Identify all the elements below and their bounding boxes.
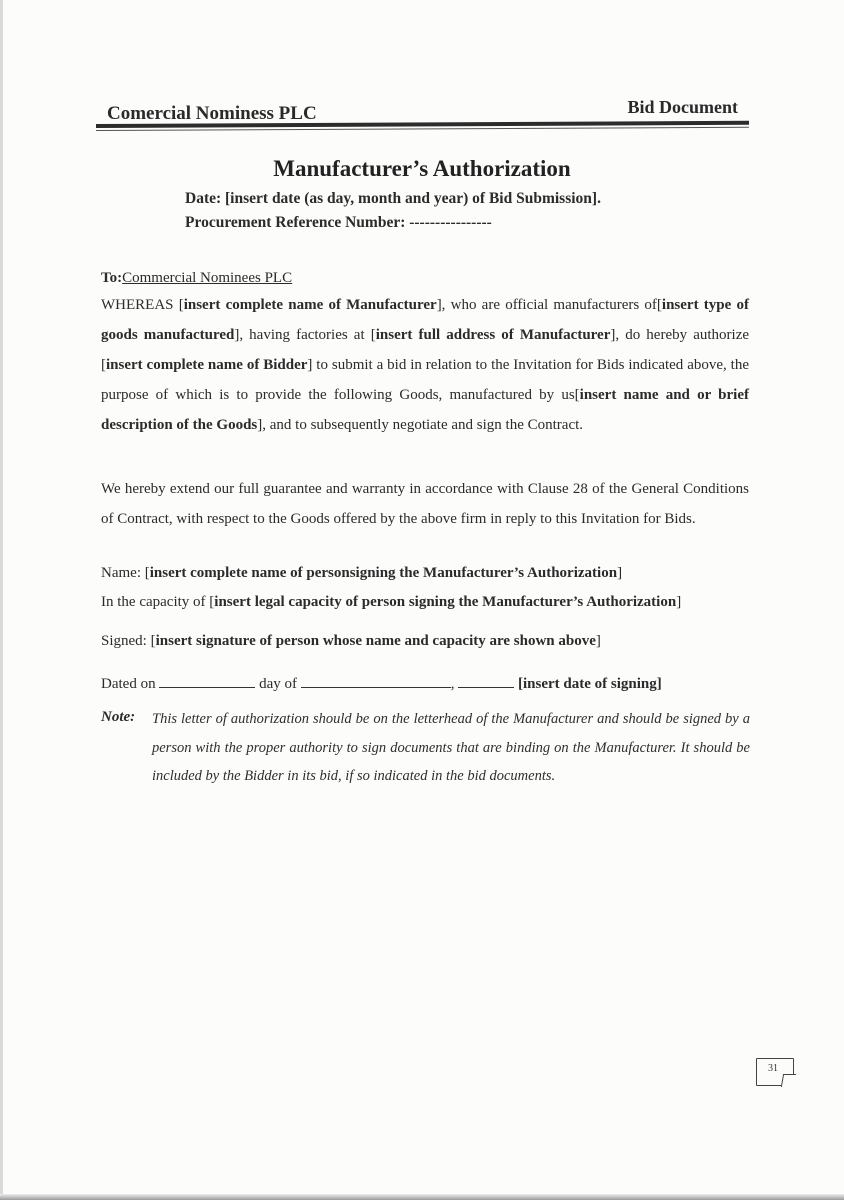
procurement-reference-line: Procurement Reference Number: ----------------	[185, 214, 492, 231]
whereas-bold-4: insert complete name of Bidder	[106, 357, 308, 373]
signer-capacity-bold: insert legal capacity of person signing the Manufacturer’s Authorization	[214, 594, 677, 610]
signer-name-bold: insert complete name of personsigning the Manufacturer’s Authorization	[149, 565, 618, 581]
signer-capacity-end: ]	[676, 594, 682, 610]
note-label: Note:	[101, 709, 136, 725]
addressee-label: To:	[101, 270, 123, 286]
whereas-bold-2: insert type of goods manufactured	[101, 297, 749, 343]
whereas-text-1: WHEREAS [	[101, 297, 184, 313]
document-title: Manufacturer’s Authorization	[273, 156, 571, 181]
signature-line	[101, 633, 749, 650]
day-blank	[159, 673, 255, 688]
dated-on-label: Dated on	[101, 676, 156, 692]
whereas-bold-5: insert name and or brief description of the Goods	[101, 387, 750, 433]
whereas-bold-1: insert complete name of Manufacturer	[183, 297, 437, 313]
note-text: This letter of authorization should be on the letterhead of the Manufacturer and should be signed by a person with the proper authority to sign documents that are binding on the Manufacturer. It should be included by the Bidder in its bid, if so indicated in the bid documents.	[152, 711, 750, 784]
header-company-name: Comercial Nominess PLC	[107, 103, 317, 124]
date-comma: ,	[450, 676, 455, 692]
signature-text: Signed: [	[101, 633, 156, 649]
day-of-label: day of	[259, 676, 297, 692]
whereas-text-4: ], do hereby authorize [	[101, 327, 750, 373]
page-curl-icon	[781, 1074, 796, 1087]
guarantee-paragraph: We hereby extend our full guarantee and warranty in accordance with Clause 28 of the General Conditions of Contract, with respect to the Goods offered by the above firm in reply to this Invitation for Bids.	[101, 481, 749, 527]
whereas-text-2: ], who are official manufacturers of[	[436, 297, 662, 313]
addressee-line	[101, 270, 749, 287]
whereas-paragraph	[101, 290, 749, 440]
signer-name-text: Name: [	[101, 565, 150, 581]
page-number-box	[756, 1058, 794, 1086]
signer-capacity-text: In the capacity of [	[101, 594, 215, 610]
whereas-text-6: ], and to subsequently negotiate and sign the Contract.	[257, 417, 584, 433]
page-bottom-edge	[0, 1194, 844, 1200]
month-blank	[301, 673, 451, 688]
page-number: 31	[768, 1063, 778, 1074]
addressee-name: Commercial Nominees PLC	[122, 270, 293, 286]
whereas-bold-3: insert full address of Manufacturer	[375, 327, 611, 343]
whereas-text-5: ] to submit a bid in relation to the Invitation for Bids indicated above, the purpose of which is to provide the following Goods, manufactured by us[	[101, 357, 749, 403]
dated-line	[101, 673, 749, 693]
year-blank	[458, 673, 514, 688]
date-of-signing-bold: [insert date of signing]	[517, 676, 662, 692]
signature-end: ]	[595, 633, 601, 649]
whereas-text-3: ], having factories at [	[234, 327, 376, 343]
signer-capacity-line	[101, 594, 749, 611]
signer-name-end: ]	[617, 565, 623, 581]
signature-bold: insert signature of person whose name and capacity are shown above	[155, 633, 596, 649]
signer-name-line	[101, 565, 749, 582]
date-line: Date: [insert date (as day, month and year) of Bid Submission].	[185, 190, 601, 207]
header-document-type: Bid Document	[627, 97, 738, 117]
